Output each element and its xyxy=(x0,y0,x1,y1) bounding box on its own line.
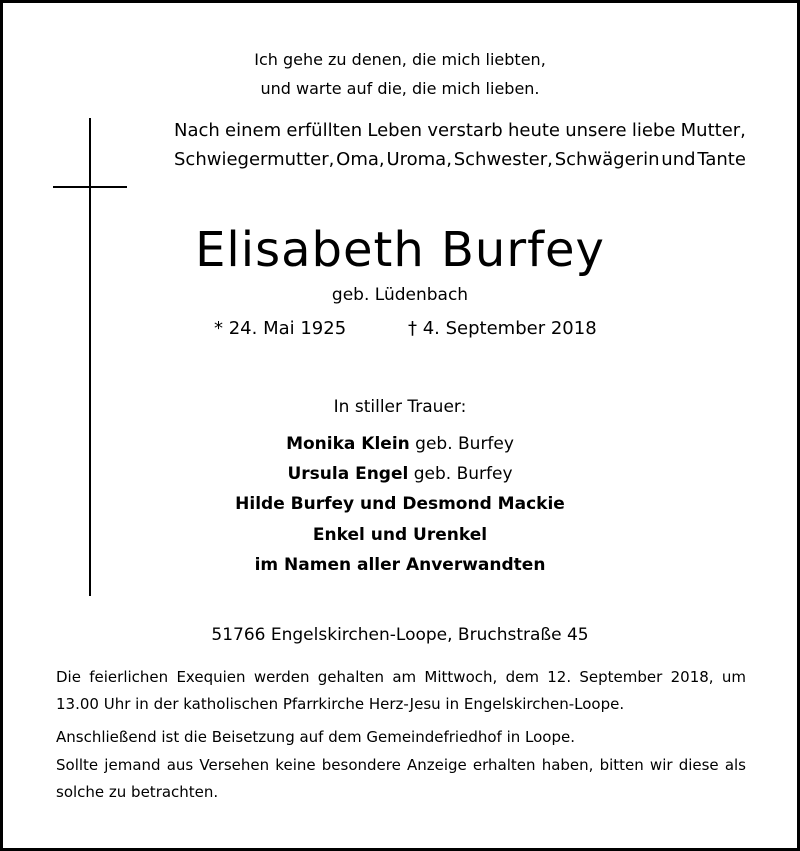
intro-word: liebe xyxy=(631,120,676,141)
death-date: † 4. September 2018 xyxy=(408,318,597,339)
motto-line-1: Ich gehe zu denen, die mich liebten, xyxy=(254,50,546,69)
mourners-intro: In stiller Trauer: xyxy=(333,397,467,417)
intro-word: Schwester, xyxy=(453,149,553,170)
cross-icon-bar xyxy=(53,186,127,188)
funeral-text-line-2: 13.00 Uhr in der katholischen Pfarrkirche Herz-Jesu in Engelskirchen-Loope. xyxy=(56,695,625,713)
mourner-line xyxy=(0,494,800,514)
mourner-line xyxy=(0,434,800,454)
intro-word: Nach xyxy=(174,120,220,141)
intro-word: erfüllten xyxy=(286,120,363,141)
mourner-name: Enkel und Urenkel xyxy=(312,525,488,545)
burial-text-line-1: Anschließend ist die Beisetzung auf dem Gemeindefriedhof in Loope. xyxy=(56,728,575,746)
deceased-name: Elisabeth Burfey xyxy=(195,222,605,278)
intro-word: Schwägerin xyxy=(554,149,660,170)
burial-text-line-2: Sollte jemand aus Versehen keine besondere Anzeige erhalten haben, bitten wir diese als xyxy=(56,756,746,774)
intro-word: Leben xyxy=(367,120,423,141)
mourner-note: geb. Burfey xyxy=(408,464,513,484)
intro-word: unsere xyxy=(565,120,627,141)
funeral-text-line-1: Die feierlichen Exequien werden gehalten am Mittwoch, dem 12. September 2018, um xyxy=(56,668,746,686)
intro-word: heute xyxy=(507,120,560,141)
mourner-note: geb. Burfey xyxy=(409,434,514,454)
burial-text-line-3: solche zu betrachten. xyxy=(56,783,219,801)
intro-word: Tante xyxy=(697,149,746,170)
mourner-name: Ursula Engel xyxy=(287,464,409,484)
mourner-name: Hilde Burfey und Desmond Mackie xyxy=(235,494,565,514)
intro-word: Mutter, xyxy=(680,120,746,141)
intro-line-2 xyxy=(174,145,746,175)
intro-word: Uroma, xyxy=(386,149,452,170)
intro-word: verstarb xyxy=(427,120,503,141)
mourner-line xyxy=(0,555,800,575)
mourner-name: Monika Klein xyxy=(286,434,410,454)
birth-date: * 24. Mai 1925 xyxy=(214,318,347,339)
intro-word: einem xyxy=(225,120,282,141)
motto-line-2: und warte auf die, die mich lieben. xyxy=(260,79,540,98)
intro-line-1 xyxy=(174,116,746,146)
mourner-name: im Namen aller Anverwandten xyxy=(254,555,546,575)
intro-word: Schwiegermutter, xyxy=(174,149,335,170)
mourner-line xyxy=(0,525,800,545)
intro-word: Oma, xyxy=(336,149,385,170)
maiden-name: geb. Lüdenbach xyxy=(331,285,469,305)
intro-word: und xyxy=(661,149,696,170)
mourner-line xyxy=(0,464,800,484)
address: 51766 Engelskirchen-Loope, Bruchstraße 45 xyxy=(211,625,589,645)
